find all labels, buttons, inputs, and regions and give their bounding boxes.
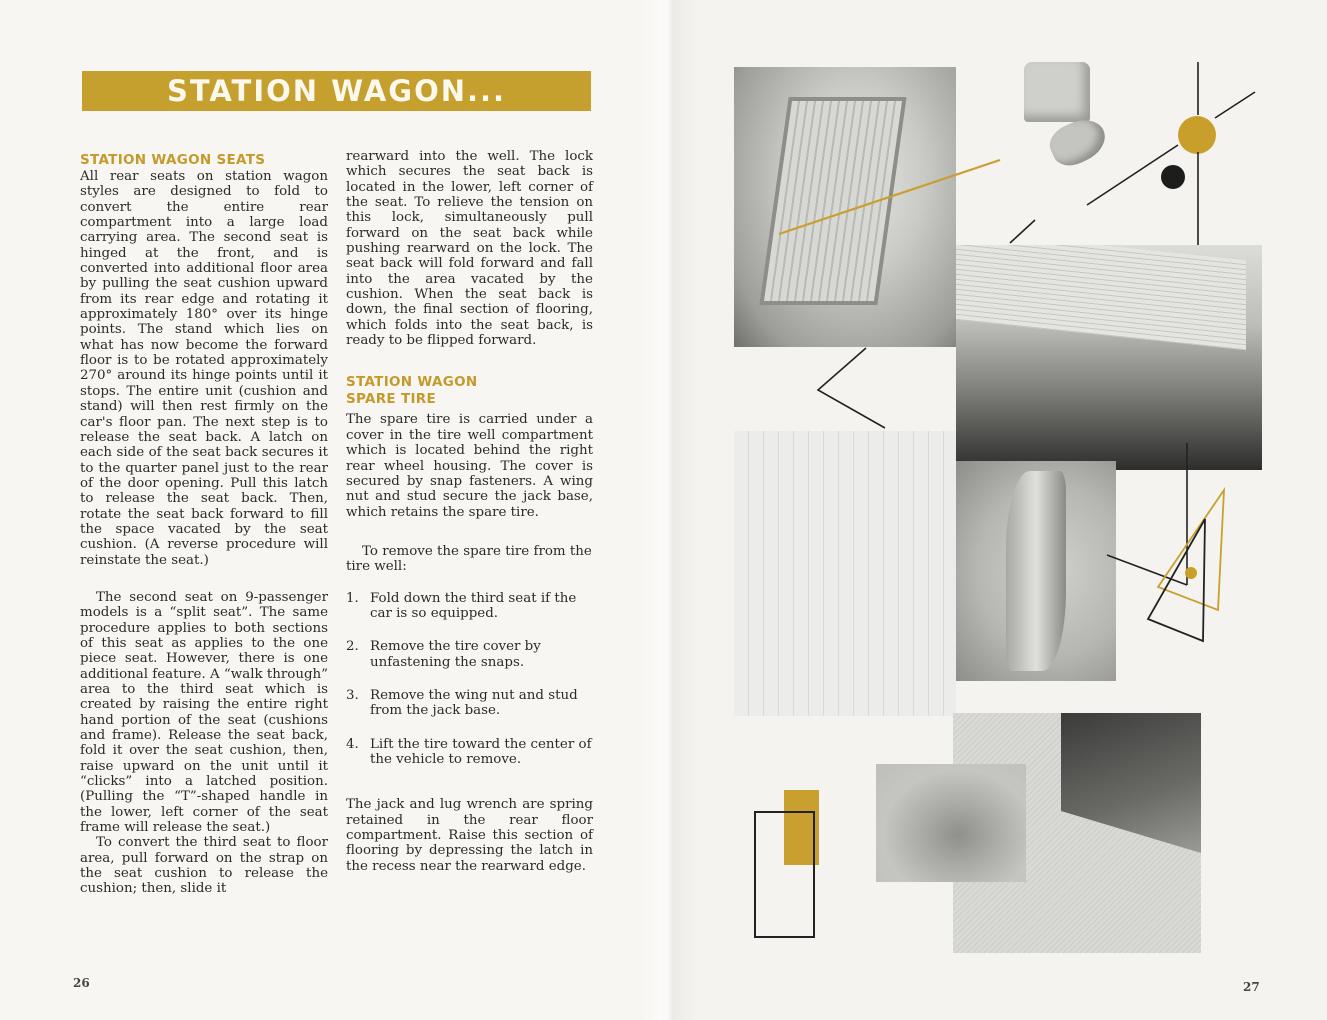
step-number: 4. — [346, 736, 359, 752]
outline-rectangle-decoration — [754, 811, 815, 938]
text-column-2 — [346, 149, 593, 874]
folded-second-seat-photo — [734, 67, 956, 347]
spare-tire-heading — [346, 374, 593, 408]
spare-tire-paragraph-1: The spare tire is carried under a cover in the tire well compartment which is located behind the right rear wheel housing. The cover is secured by snap fasteners. A wing nut and stud secure the jack base, which retains the spare tire. — [346, 412, 593, 520]
page-gutter — [640, 0, 700, 1020]
gold-circle-decoration — [1178, 116, 1216, 154]
step-item — [346, 688, 593, 719]
step-text: Fold down the third seat if the car is so equipped. — [370, 590, 577, 621]
seats-paragraph-2: The second seat on 9-passenger models is a “split seat”. The same procedure applies to both sections of this seat as applies to the one piece seat. However, there is one additional feature. A “walk through” area to the third seat which is created by raising the entire right hand portion of the seat (cushions and frame). Release the seat back, fold it over the seat cushion, then, raise upward on the unit until it “clicks” into a latched position. (Pulling the “T”-shaped handle in the lower, left corner of the seat frame will release the seat.) — [80, 589, 328, 836]
step-text: Remove the tire cover by unfastening the snaps. — [370, 639, 541, 670]
removal-steps — [346, 591, 593, 768]
page-number-right: 27 — [1243, 980, 1260, 994]
section-heading-spare-line-2: SPARE TIRE — [346, 391, 436, 408]
step-number: 2. — [346, 639, 359, 655]
floor-latch-recess-photo — [876, 764, 1026, 882]
folded-floor-section-photo — [956, 245, 1262, 470]
step-item — [346, 639, 593, 670]
step-number: 1. — [346, 590, 359, 606]
section-heading-seats: STATION WAGON SEATS — [80, 152, 266, 168]
step-item — [346, 737, 593, 768]
t-handle-lock-photo — [1010, 62, 1110, 172]
text-column-1 — [80, 152, 328, 897]
small-gold-circle-decoration — [1185, 567, 1197, 579]
seats-paragraph-1: All rear seats on station wagon styles are designed to fold to convert the entire rear compartment into a large load carrying area. The second seat is hinged at the front, and is converted into additional floor area by pulling the seat cushion upward from its rear edge and rotating it approximately 180° over its hinge points. The stand which lies on what has now become the forward floor is to be rotated approximately 270° around its hinge points until it stops. The entire unit (cushion and stand) will then rest firmly on the car's floor pan. The next step is to release the seat back. A latch on each side of the seat back secures it to the quarter panel just to the rear of the door opening. Pull this latch to release the seat back. Then, rotate the seat back forward to fill the space vacated by the seat cushion. (A reverse procedure will reinstate the seat.) — [80, 169, 328, 568]
step-number: 3. — [346, 687, 359, 703]
section-heading-spare-line-1: STATION WAGON — [346, 374, 478, 391]
quarter-panel-latch-photo — [956, 461, 1116, 681]
step-text: Lift the tire toward the center of the vehicle to remove. — [370, 736, 592, 767]
step-text: Remove the wing nut and stud from the jack base. — [370, 687, 578, 719]
page-title: STATION WAGON... — [82, 71, 591, 111]
page-number-left: 26 — [73, 976, 90, 990]
black-circle-decoration — [1161, 165, 1185, 189]
spare-tire-intro: To remove the spare tire from the tire well: — [346, 543, 592, 575]
seat-cushion-photo — [734, 431, 956, 716]
step-item — [346, 591, 593, 622]
seats-paragraph-3-continued: rearward into the well. The lock which secures the seat back is located in the lower, left corner of the seat. To relieve the tension on this lock, simultaneously pull forward on the seat back while pushing rearward on the lock. The seat back will fold forward and fall into the area vacated by the cushion. When the seat back is down, the final section of flooring, which folds into the seat back, is ready to be flipped forward. — [346, 149, 593, 349]
spare-tire-paragraph-2: The jack and lug wrench are spring retained in the rear floor compartment. Raise this section of flooring by depressing the latch in the recess near the rearward edge. — [346, 797, 593, 874]
seats-paragraph-3: To convert the third seat to floor area, pull forward on the strap on the seat cushion to release the cushion; then, slide it — [80, 835, 328, 897]
